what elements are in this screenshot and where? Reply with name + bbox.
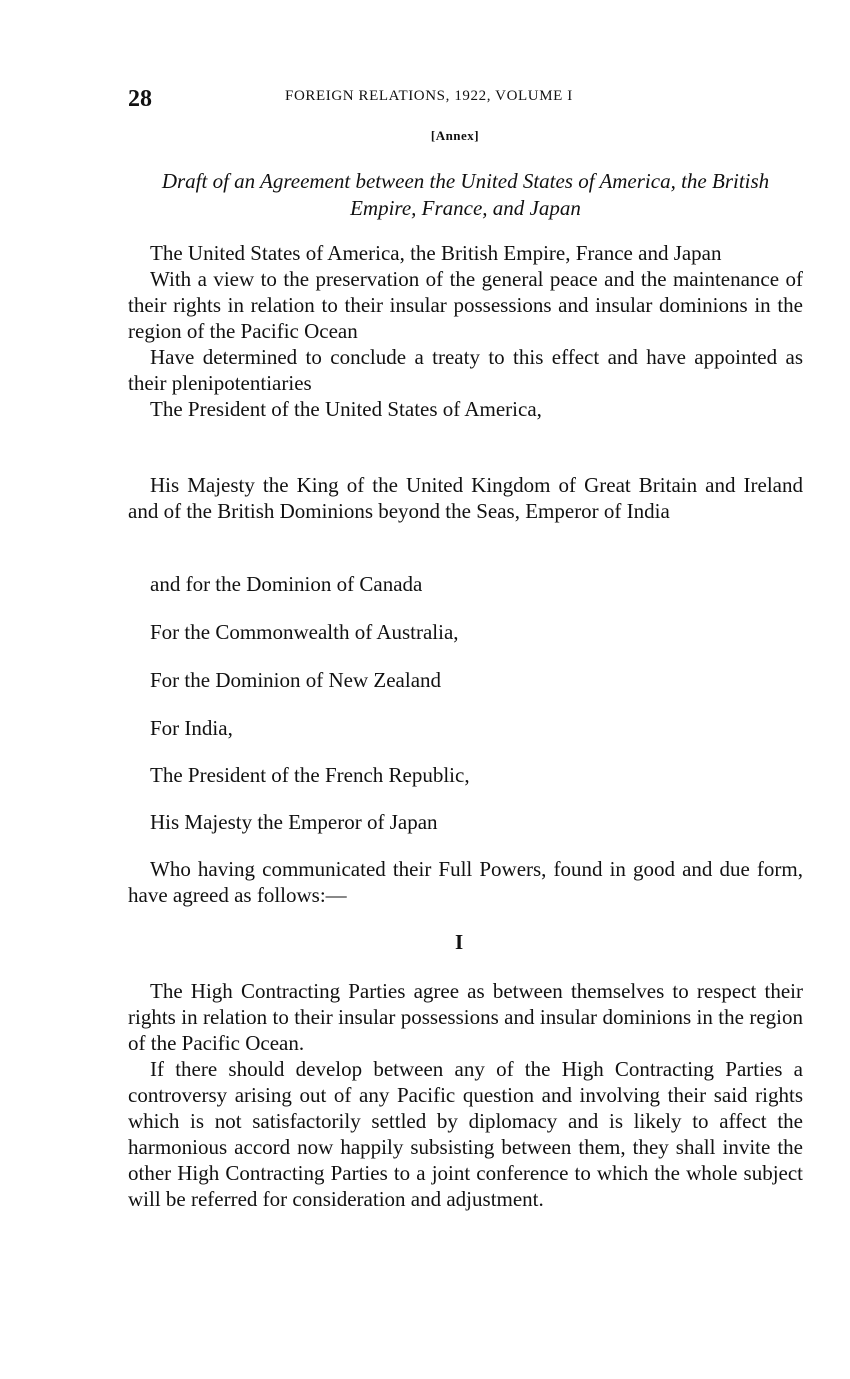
article-numeral: I — [455, 930, 464, 954]
preamble-new-zealand: For the Dominion of New Zealand — [150, 668, 442, 692]
preamble-full-powers: Who having communicated their Full Powers, found in good and due form, have agreed as follows:— — [128, 857, 803, 907]
document-title: Draft of an Agreement between the United States of America, the British Empire, France, and Japan — [161, 169, 770, 220]
preamble-block-2 — [128, 472, 803, 524]
article-paragraph-1: The High Contracting Parties agree as between themselves to respect their rights in relation to their insular possessions and insular dominions in the region of the Pacific Ocean. — [128, 979, 803, 1055]
article-one-body — [128, 978, 803, 1212]
preamble-australia: For the Commonwealth of Australia, — [150, 620, 459, 644]
preamble-canada: and for the Dominion of Canada — [150, 572, 423, 596]
preamble-parties: The United States of America, the British Empire, France and Japan — [150, 241, 722, 265]
preamble-block-1 — [128, 240, 803, 422]
preamble-block-3 — [128, 856, 803, 908]
preamble-india: For India, — [150, 716, 233, 740]
preamble-king: His Majesty the King of the United Kingdom of Great Britain and Ireland and of the British Dominions beyond the Seas, Emperor of India — [128, 473, 803, 523]
annex-label: [Annex] — [430, 128, 480, 143]
preamble-emperor-japan: His Majesty the Emperor of Japan — [150, 810, 438, 834]
preamble-determined: Have determined to conclude a treaty to this effect and have appointed as their plenipotentiaries — [128, 345, 803, 395]
running-title: FOREIGN RELATIONS, 1922, VOLUME I — [285, 88, 573, 104]
preamble-us-president: The President of the United States of America, — [150, 397, 542, 421]
preamble-view: With a view to the preservation of the general peace and the maintenance of their rights in relation to their insular possessions and insular dominions in the region of the Pacific Ocean — [128, 267, 803, 343]
page-number: 28 — [128, 86, 152, 112]
preamble-french-president: The President of the French Republic, — [150, 763, 470, 787]
article-paragraph-2: If there should develop between any of the High Contracting Parties a controversy arising out of any Pacific question and involving their said rights which is not satisfactorily settled by diplomacy and is likely to affect the harmonious accord now happily subsisting between them, they shall invite the other High Contracting Parties to a joint conference to which the whole subject will be referred for consideration and adjustment. — [128, 1057, 803, 1211]
